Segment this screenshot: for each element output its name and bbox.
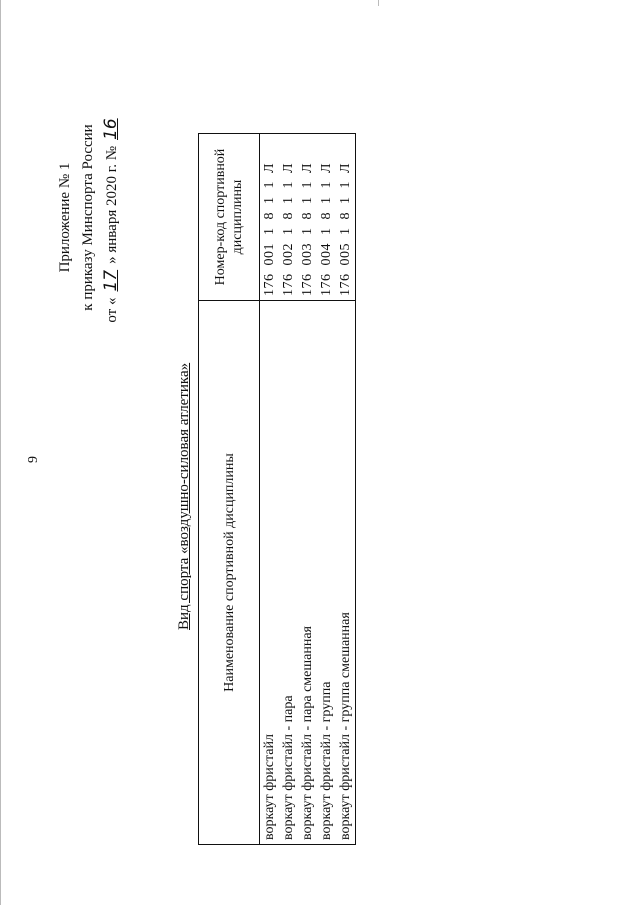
- discipline-code: 176 002 1 8 1 1 Л: [279, 134, 298, 301]
- table-header-row: [199, 134, 260, 845]
- discipline-code: 176 003 1 8 1 1 Л: [298, 134, 317, 301]
- table-row: [298, 134, 317, 845]
- discipline-code: 176 001 1 8 1 1 Л: [260, 134, 280, 301]
- handwritten-day: 17: [101, 269, 121, 292]
- table-row: [336, 134, 356, 845]
- discipline-name: воркаут фристайл: [260, 301, 280, 845]
- header-discipline-name: Наименование спортивной дисциплины: [199, 301, 260, 845]
- discipline-name: воркаут фристайл - группа смешанная: [336, 301, 356, 845]
- annex-date-line: [100, 85, 124, 350]
- table-row: [279, 134, 298, 845]
- header-discipline-code: Номер-код спортивной дисциплины: [199, 134, 260, 301]
- annex-order-reference: к приказу Минспорта России: [80, 124, 96, 311]
- table-row: [260, 134, 280, 845]
- discipline-code: 176 005 1 8 1 1 Л: [336, 134, 356, 301]
- disciplines-table: [198, 133, 356, 845]
- discipline-name: воркаут фристайл - пара смешанная: [298, 301, 317, 845]
- date-prefix: от «: [104, 297, 120, 323]
- discipline-name: воркаут фристайл - группа: [317, 301, 336, 845]
- table-row: [317, 134, 336, 845]
- date-rest: » января 2020 г. №: [104, 146, 120, 264]
- discipline-name: воркаут фристайл - пара: [279, 301, 298, 845]
- annex-header: [54, 85, 124, 350]
- sport-title: Вид спорта «воздушно-силовая атлетика»: [176, 362, 192, 630]
- annex-title: Приложение № 1: [57, 162, 73, 273]
- page-number: 9: [26, 456, 41, 463]
- handwritten-order-number: 16: [101, 118, 121, 140]
- discipline-code: 176 004 1 8 1 1 Л: [317, 134, 336, 301]
